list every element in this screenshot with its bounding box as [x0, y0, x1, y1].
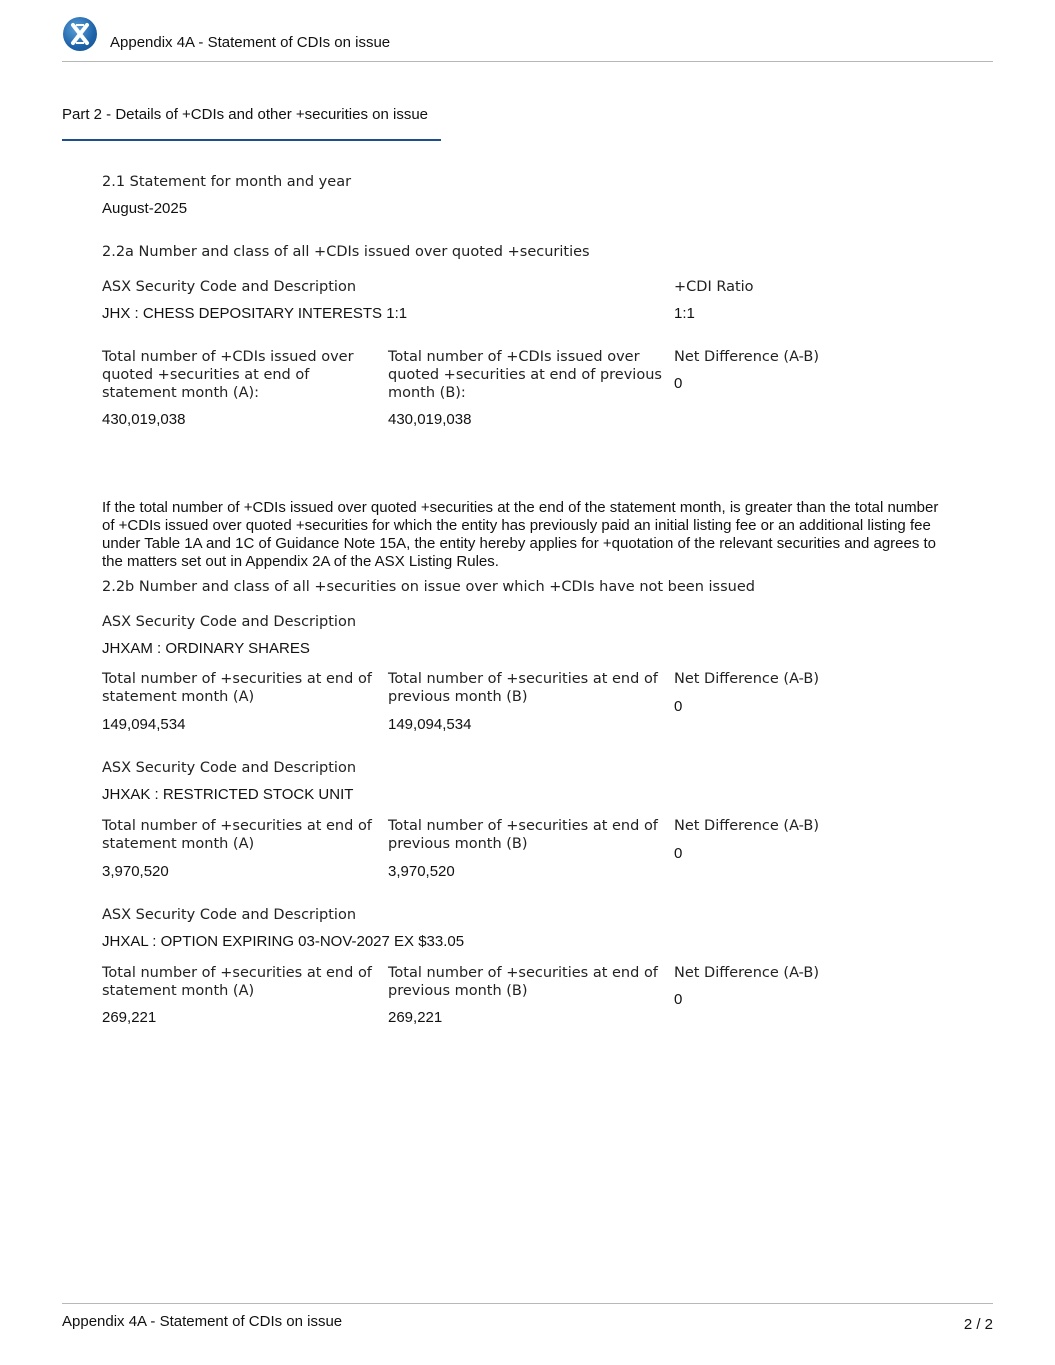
cdi-total-b-label: Total number of +CDIs issued over quoted +securities at end of previous month (B):	[388, 349, 662, 401]
securities-total-a-value: 3,970,520	[102, 863, 169, 880]
cdi-total-a-value: 430,019,038	[102, 411, 186, 428]
net-difference-label: Net Difference (A-B)	[674, 818, 819, 834]
security-code-label: ASX Security Code and Description	[102, 760, 357, 776]
section-2-1-heading: 2.1 Statement for month and year	[102, 174, 352, 190]
section-2-2b-heading: 2.2b Number and class of all +securities on issue over which +CDIs have not been issued	[102, 579, 755, 595]
cdi-net-difference-value: 0	[674, 375, 683, 392]
securities-total-a-label: Total number of +securities at end of statement month (A)	[102, 671, 372, 705]
cdi-net-difference-label: Net Difference (A-B)	[674, 349, 819, 365]
section-2-2a-heading: 2.2a Number and class of all +CDIs issued over quoted +securities	[102, 244, 590, 260]
asx-logo-icon	[63, 17, 97, 51]
security-code-label: ASX Security Code and Description	[102, 279, 357, 295]
asx-logo	[63, 17, 97, 51]
security-code-label: ASX Security Code and Description	[102, 907, 357, 923]
part-title-underline	[62, 139, 441, 141]
securities-total-a-label: Total number of +securities at end of statement month (A)	[102, 965, 372, 999]
net-difference-value: 0	[674, 991, 683, 1008]
page-number: 2 / 2	[963, 1316, 993, 1333]
securities-total-a-label: Total number of +securities at end of statement month (A)	[102, 818, 372, 852]
statement-month-value: August-2025	[102, 200, 188, 217]
securities-total-b-value: 3,970,520	[388, 863, 455, 880]
securities-total-b-label: Total number of +securities at end of previous month (B)	[388, 965, 658, 999]
cdi-ratio-value: 1:1	[674, 305, 695, 322]
security-code-value: JHXAM : ORDINARY SHARES	[102, 640, 310, 657]
footer-title: Appendix 4A - Statement of CDIs on issue	[62, 1313, 343, 1330]
cdi-total-b-value: 430,019,038	[388, 411, 472, 428]
securities-total-a-value: 269,221	[102, 1009, 157, 1026]
net-difference-label: Net Difference (A-B)	[674, 671, 819, 687]
quotation-notice: If the total number of +CDIs issued over quoted +securities at the end of the statement month, is greater than the total number of +CDIs issued over quoted +securities for which the entity has previously paid an initial listing fee or an additional listing fee under Table 1A and 1C of Guidance Note 15A, the entity hereby applies for +quotation of the relevant securities and agrees to the matters set out in Appendix 2A of the ASX Listing Rules.	[102, 499, 939, 570]
security-code-value: JHX : CHESS DEPOSITARY INTERESTS 1:1	[102, 305, 408, 322]
cdi-total-a-label: Total number of +CDIs issued over quoted +securities at end of statement month (A):	[102, 349, 354, 401]
header-divider	[62, 61, 993, 62]
net-difference-label: Net Difference (A-B)	[674, 965, 819, 981]
securities-total-b-value: 149,094,534	[388, 716, 472, 733]
securities-total-a-value: 149,094,534	[102, 716, 186, 733]
security-code-value: JHXAL : OPTION EXPIRING 03-NOV-2027 EX $33.05	[102, 933, 465, 950]
part-title: Part 2 - Details of +CDIs and other +securities on issue	[62, 106, 429, 123]
net-difference-value: 0	[674, 698, 683, 715]
security-code-label: ASX Security Code and Description	[102, 614, 357, 630]
header-title: Appendix 4A - Statement of CDIs on issue	[110, 34, 391, 51]
securities-total-b-value: 269,221	[388, 1009, 443, 1026]
net-difference-value: 0	[674, 845, 683, 862]
security-code-value: JHXAK : RESTRICTED STOCK UNIT	[102, 786, 354, 803]
securities-total-b-label: Total number of +securities at end of previous month (B)	[388, 671, 658, 705]
cdi-ratio-label: +CDI Ratio	[674, 279, 754, 295]
footer-divider	[62, 1303, 993, 1304]
securities-total-b-label: Total number of +securities at end of previous month (B)	[388, 818, 658, 852]
